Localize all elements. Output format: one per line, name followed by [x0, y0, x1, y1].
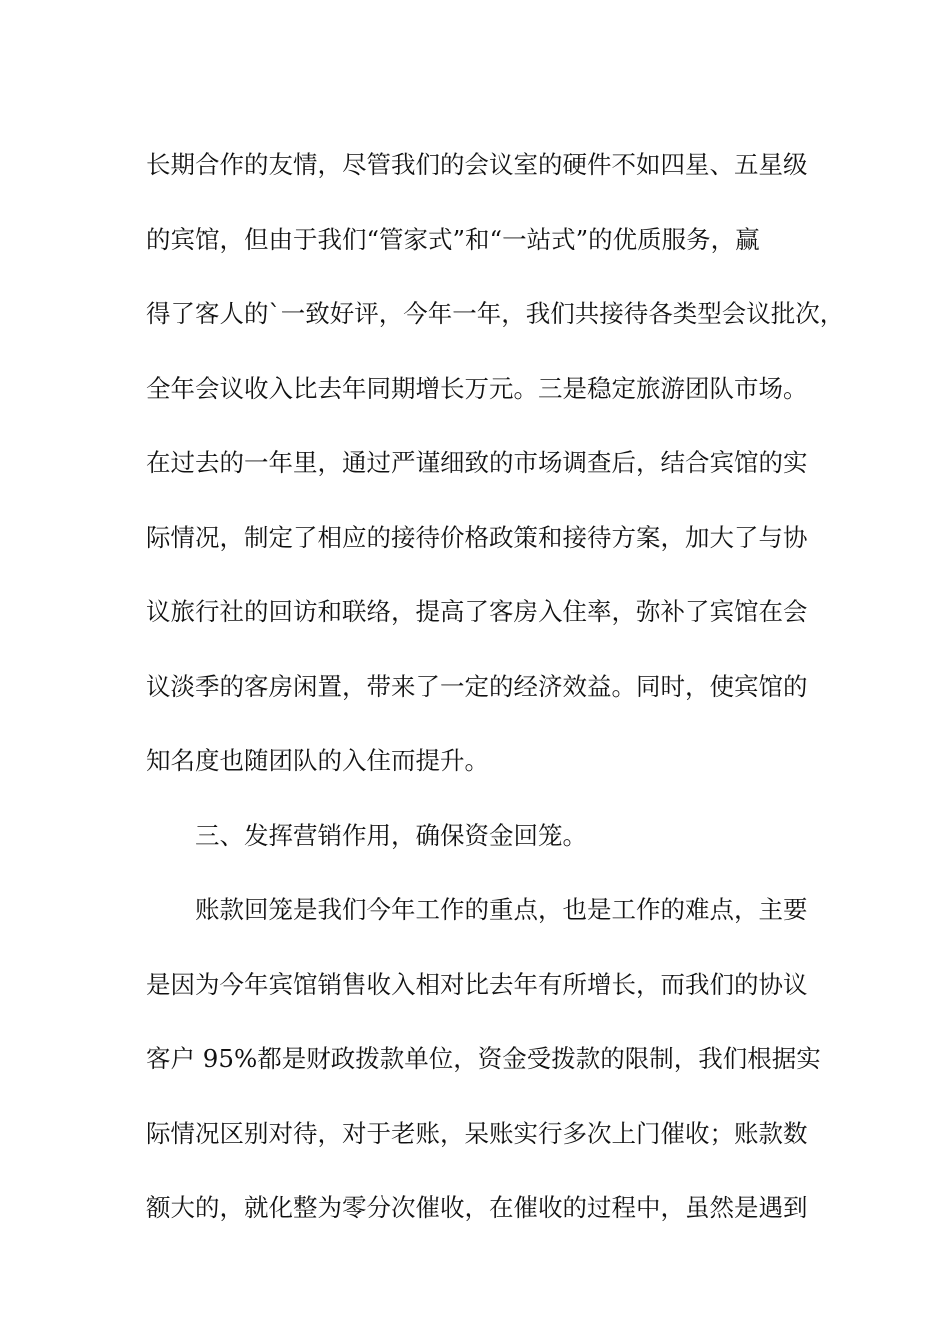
text-line: 额大的，就化整为零分次催收，在催收的过程中，虽然是遇到	[146, 1193, 808, 1222]
text-line: 际情况，制定了相应的接待价格政策和接待方案，加大了与协	[146, 522, 808, 552]
text-line: 的宾馆，但由于我们“管家式”和“一站式”的优质服务，赢	[146, 224, 760, 254]
text-line: 长期合作的友情，尽管我们的会议室的硬件不如四星、五星级	[146, 150, 808, 179]
text-line: 得了客人的`一致好评，今年一年，我们共接待各类型会议批次，	[146, 299, 845, 328]
text-line: 际情况区别对待，对于老账，呆账实行多次上门催收；账款数	[146, 1118, 808, 1148]
body-text	[146, 128, 845, 1246]
text-line: 议旅行社的回访和联络，提高了客房入住率，弥补了宾馆在会	[146, 597, 808, 626]
text-line: 在过去的一年里，通过严谨细致的市场调查后，结合宾馆的实	[146, 448, 808, 477]
text-line: 客户 95%都是财政拨款单位，资金受拨款的限制，我们根据实	[146, 1044, 821, 1073]
text-line: 知名度也随团队的入住而提升。	[146, 746, 489, 775]
text-line: 全年会议收入比去年同期增长万元。三是稳定旅游团队市场。	[146, 373, 808, 403]
text-line: 议淡季的客房闲置，带来了一定的经济效益。同时，使宾馆的	[146, 671, 808, 701]
text-line: 是因为今年宾馆销售收入相对比去年有所增长，而我们的协议	[146, 969, 808, 999]
text-line: 账款回笼是我们今年工作的重点，也是工作的难点，主要	[195, 895, 808, 924]
text-line: 三、发挥营销作用，确保资金回笼。	[195, 820, 587, 850]
